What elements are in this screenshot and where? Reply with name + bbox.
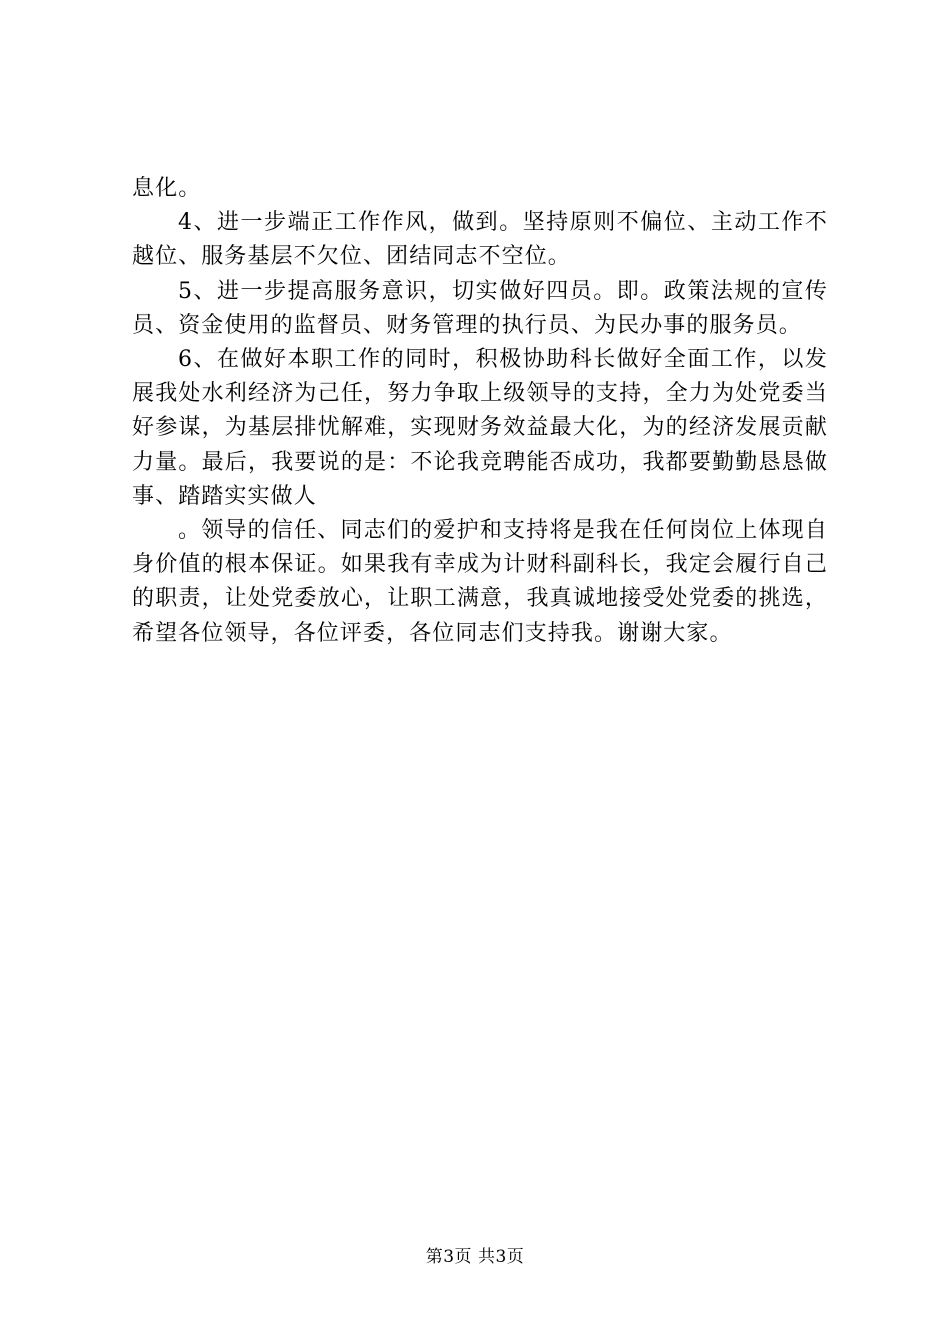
paragraph-continuation: 息化。 (132, 176, 202, 201)
paragraph-item-5: 5、进一步提高服务意识，切实做好四员。即。政策法规的宣传员、资金使用的监督员、财务管理的执行员、为民办事的服务员。 (132, 278, 828, 338)
page-number-label: 第3页 共3页 (425, 1247, 525, 1267)
paragraph-item-4: 4、进一步端正工作作风，做到。坚持原则不偏位、主动工作不越位、服务基层不欠位、团结同志不空位。 (132, 210, 828, 270)
document-body (132, 172, 828, 651)
paragraph-item-6: 6、在做好本职工作的同时，积极协助科长做好全面工作，以发展我处水利经济为己任，努力争取上级领导的支持，全力为处党委当好参谋，为基层排忧解难，实现财务效益最大化，为的经济发展贡献力量。最后，我要说的是：不论我竞聘能否成功，我都要勤勤恳恳做事、踏踏实实做人 (132, 347, 828, 509)
page-footer (0, 1242, 950, 1267)
paragraph-closing: 。领导的信任、同志们的爱护和支持将是我在任何岗位上体现自身价值的根本保证。如果我有幸成为计财科副科长，我定会履行自己的职责，让处党委放心，让职工满意，我真诚地接受处党委的挑选，希望各位领导，各位评委，各位同志们支持我。谢谢大家。 (132, 518, 828, 646)
